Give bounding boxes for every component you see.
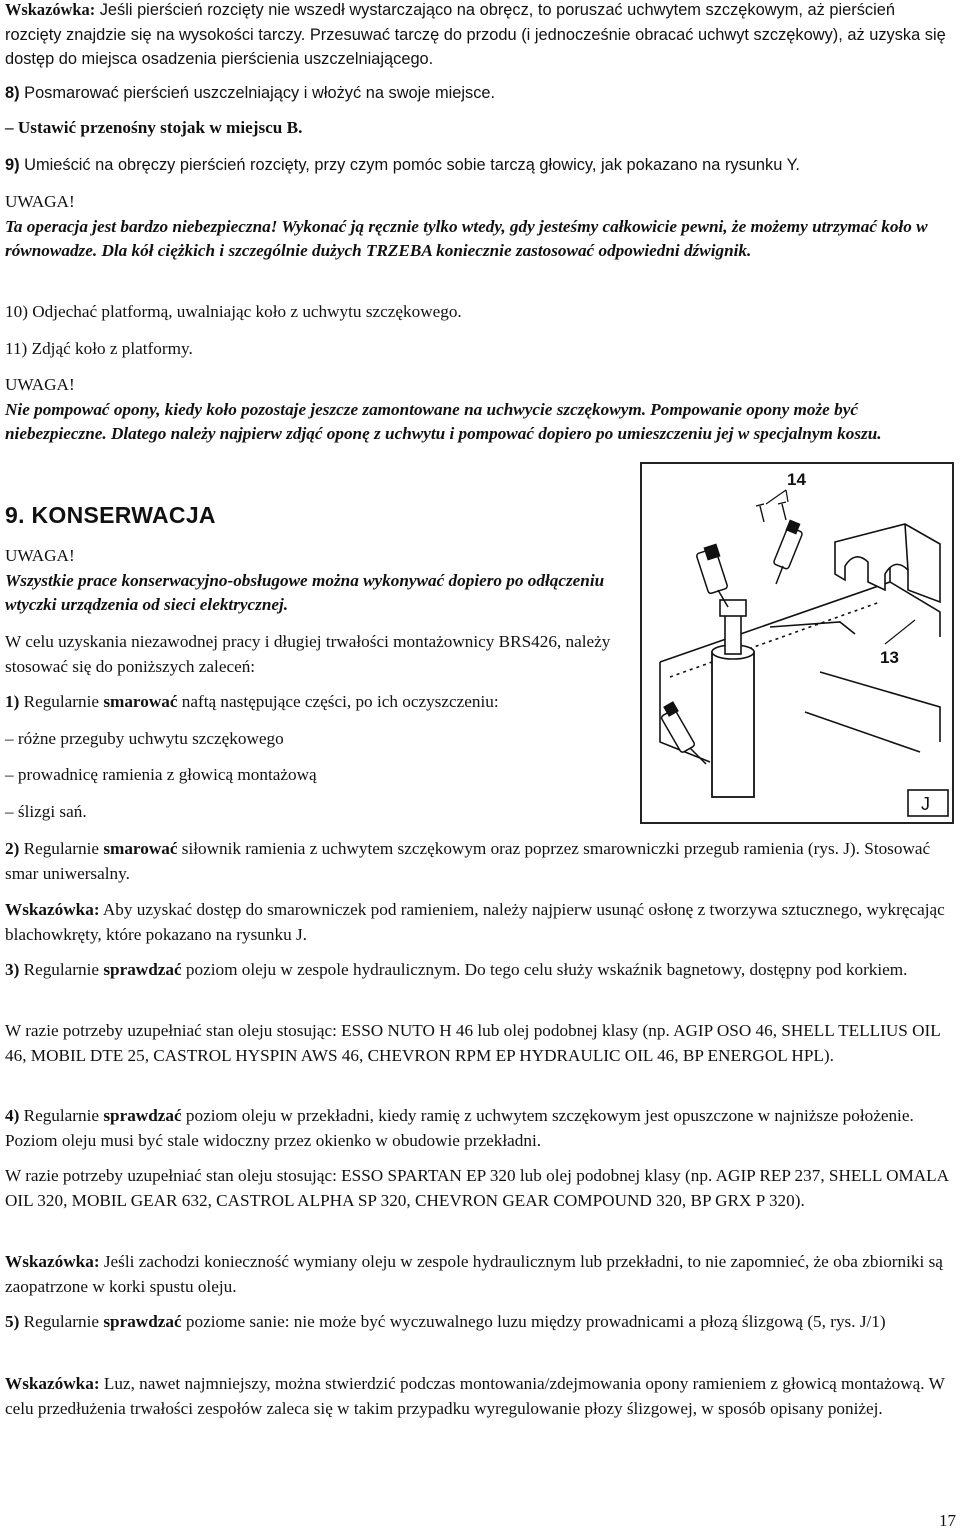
step-11 (5, 337, 950, 362)
list-item: – różne przeguby uchwytu szczękowego (5, 729, 284, 748)
item-keyword: sprawdzać (103, 1312, 182, 1331)
hint-label: Wskazówka: (5, 0, 96, 19)
hint-text: Jeśli pierścień rozcięty nie wszedł wystarczająco na obręcz, to poruszać uchwytem szczękowym, aż pierścień rozcięty znajdzie się na wysokości tarczy. Przesuwać tarczę do przodu (i jednocześnie obracać uchwyt szczękowy), aż uzyska się dostęp do miejsca osadzenia pierścienia uszczelniającego. (5, 1, 946, 68)
item-text-post: poziome sanie: nie może być wyczuwalnego luzu między prowadnicami a płozą ślizgową (5, rys. J/1) (181, 1312, 886, 1331)
intro-paragraph: W celu uzyskania niezawodnej pracy i długiej trwałości montażownicy BRS426, należy stosować się do poniższych zaleceń: (5, 632, 611, 676)
item-text-post: naftą następujące części, po ich oczyszczeniu: (177, 692, 499, 711)
step-number: 9) (5, 156, 20, 174)
step-text: Posmarować pierścień uszczelniający i włożyć na swoje miejsce. (19, 84, 496, 102)
warning-label: UWAGA! (5, 375, 75, 394)
item-text-post: poziom oleju w zespole hydraulicznym. Do tego celu służy wskaźnik bagnetowy, dostępny pod korkiem. (181, 960, 908, 979)
item-number: 4) (5, 1106, 20, 1125)
item-number: 3) (5, 960, 20, 979)
hint-text: Luz, nawet najmniejszy, można stwierdzić podczas montowania/zdejmowania opony ramieniem z głowicą montażową. W celu przedłużenia trwałości zespołów zaleca się w takim przypadku wyregulowanie płozy ślizgowej, w sposób opisany poniżej. (5, 1374, 945, 1418)
figure-frame (641, 463, 953, 823)
item-1 (5, 690, 625, 715)
item-number: 2) (5, 839, 20, 858)
step-text: Odjechać platformą, uwalniając koło z uchwytu szczękowego. (27, 302, 462, 321)
oil-spec-gearbox: W razie potrzeby uzupełniać stan oleju stosując: ESSO SPARTAN EP 320 lub olej podobnej klasy (np. AGIP REP 237, SHELL OMALA OIL 320, MOBIL GEAR 632, CASTROL ALPHA SP 320, CHEVRON GEAR COMPOUND 320, BP GRX P 320). (5, 1166, 949, 1210)
warning-label: UWAGA! (5, 192, 75, 211)
item-number: 5) (5, 1312, 20, 1331)
hint-paragraph-1 (5, 0, 950, 72)
warning-text: Ta operacja jest bardzo niebezpieczna! Wykonać ją ręcznie tylko wtedy, gdy jesteśmy całkowicie pewni, że możemy utrzymać koło w równowadze. Dla kół ciężkich i szczególnie dużych TRZEBA koniecznie zastosować odpowiedni dźwignik. (5, 216, 928, 260)
list-item: – prowadnicę ramienia z głowicą montażową (5, 765, 317, 784)
figure-j-lubrication-diagram (640, 462, 954, 824)
step-8 (5, 81, 950, 106)
item-text-pre: Regularnie (19, 839, 104, 858)
item-keyword: sprawdzać (103, 960, 182, 979)
step-number: 11) (5, 339, 28, 358)
item-keyword: smarować (103, 839, 178, 858)
step-text: Zdjąć koło z platformy. (27, 339, 193, 358)
item-3 (5, 958, 950, 983)
hint-label: Wskazówka: (5, 1374, 100, 1393)
section-heading: 9. KONSERWACJA (5, 502, 216, 528)
item-keyword: smarować (103, 692, 178, 711)
hint-label: Wskazówka: (5, 1252, 100, 1271)
item-text-pre: Regularnie (19, 960, 104, 979)
item-text-pre: Regularnie (19, 1312, 104, 1331)
item-text-pre: Regularnie (19, 1106, 104, 1125)
warning-block-1 (5, 190, 950, 264)
hint-label: Wskazówka: (5, 900, 100, 919)
step-10 (5, 300, 950, 325)
warning-text: Nie pompować opony, kiedy koło pozostaje jeszcze zamontowane na uchwycie szczękowym. Pompowanie opony może być niebezpieczne. Dlatego należy najpierw zdjąć oponę z uchwytu i pompować dopiero po umieszczeniu jej w specjalnym koszu. (5, 399, 882, 443)
oil-spec-hydraulic: W razie potrzeby uzupełniać stan oleju stosując: ESSO NUTO H 46 lub olej podobnej klasy (np. AGIP OSO 46, SHELL TELLIUS OIL 46, MOBIL DTE 25, CASTROL HYSPIN AWS 46, CHEVRON RPM EP HYDRAULIC OIL 46, BP ENERGOL HPL). (5, 1021, 941, 1065)
hint-paragraph-2 (5, 898, 950, 947)
callout-13: 13 (880, 648, 899, 667)
hint-paragraph-4 (5, 1372, 950, 1421)
item-5 (5, 1310, 950, 1335)
step-number: 10) (5, 302, 28, 321)
warning-block-2 (5, 373, 950, 447)
list-item: – ślizgi sań. (5, 802, 87, 821)
item-2 (5, 837, 950, 886)
hint-text: Jeśli zachodzi konieczność wymiany oleju w zespole hydraulicznym lub przekładni, to nie zapomnieć, że oba zbiorniki są zaopatrzone w korki spustu oleju. (5, 1252, 943, 1296)
item-4 (5, 1104, 950, 1153)
page-number: 17 (939, 1511, 956, 1530)
stand-instruction: – Ustawić przenośny stojak w miejscu B. (5, 118, 303, 137)
warning-label: UWAGA! (5, 546, 75, 565)
hint-text: Aby uzyskać dostęp do smarowniczek pod ramieniem, należy najpierw usunąć osłonę z tworzywa sztucznego, wykręcając blachowkręty, które pokazano na rysunku J. (5, 900, 945, 944)
figure-label: J (921, 794, 930, 814)
hint-paragraph-3 (5, 1250, 950, 1299)
item-text-pre: Regularnie (19, 692, 104, 711)
item-text-post: siłownik ramienia z uchwytem szczękowym oraz poprzez smarowniczki przegub ramienia (rys. J). Stosować smar uniwersalny. (5, 839, 931, 883)
warning-block-3 (5, 544, 620, 618)
step-9 (5, 153, 950, 178)
item-keyword: sprawdzać (103, 1106, 182, 1125)
step-number: 8) (5, 84, 20, 102)
warning-text: Wszystkie prace konserwacyjno-obsługowe można wykonywać dopiero po odłączeniu wtyczki urządzenia od sieci elektrycznej. (5, 570, 605, 614)
step-text: Umieścić na obręczy pierścień rozcięty, przy czym pomóc sobie tarczą głowicy, jak pokazano na rysunku Y. (19, 156, 800, 174)
item-text-post: poziom oleju w przekładni, kiedy ramię z uchwytem szczękowym jest opuszczone w najniższe położenie. Poziom oleju musi być stale widoczny przez okienko w obudowie przekładni. (5, 1106, 914, 1150)
technical-drawing (640, 462, 954, 824)
item-number: 1) (5, 692, 20, 711)
callout-14: 14 (787, 470, 806, 489)
